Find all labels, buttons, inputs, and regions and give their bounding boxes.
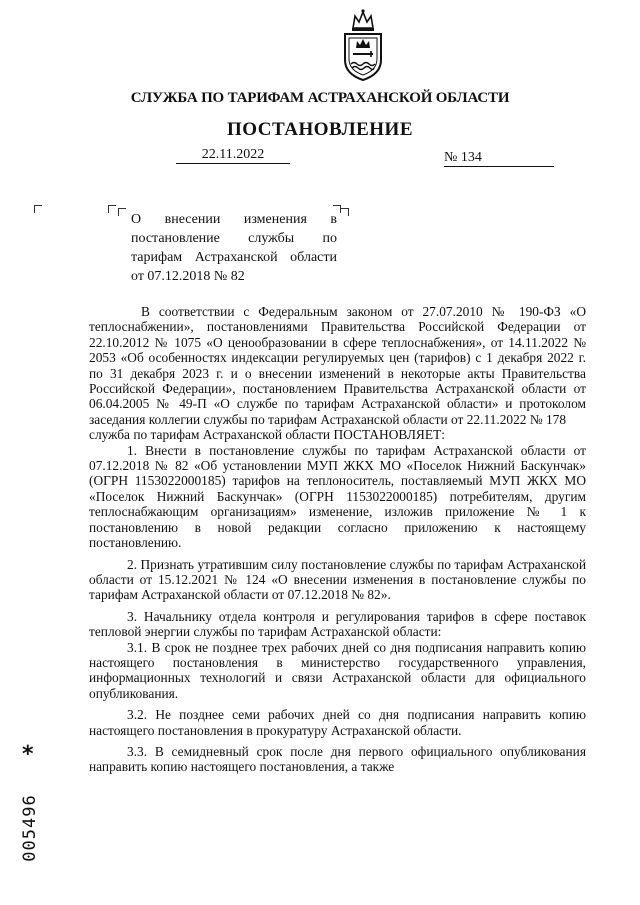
- clause-3-3: 3.3. В семидневный срок после дня первого официального опубликования направить копию настоящего постановления, а также: [89, 743, 586, 775]
- corner-mark: [118, 208, 126, 216]
- clause-2: 2. Признать утратившим силу постановление службы по тарифам Астраханской области от 15.12.2021 № 124 «О внесении изменения в постановление службы по тарифам Астраханской области от 07.12.2018 № 82».: [89, 556, 586, 603]
- margin-asterisk: *: [22, 742, 34, 767]
- subject-line: О внесении изменения в: [131, 212, 337, 227]
- document-type-title: ПОСТАНОВЛЕНИЕ: [226, 119, 414, 140]
- document-number: № 134: [444, 150, 554, 167]
- clause-1: 1. Внести в постановление службы по тарифам Астраханской области от 07.12.2018 № 82 «Об установлении МУП ЖКХ МО «Поселок Нижний Баскунчак» (ОГРН 1153022000185) тарифов на теплоноситель, поставляемый МУП ЖКХ МО «Поселок Нижний Баскунчак» (ОГРН 1153022000185) потребителям, другим теплоснабжающим организациям» изменение, изложив приложение № 1 к постановлению в новой редакции согласно приложению к настоящему постановлению.: [89, 442, 586, 551]
- decree-line: служба по тарифам Астраханской области ПОСТАНОВЛЯЕТ:: [89, 427, 445, 443]
- subject-line: от 07.12.2018 № 82: [131, 269, 245, 284]
- astrakhan-coat-of-arms-icon: [339, 8, 387, 84]
- preamble-paragraph: В соответствии с Федеральным законом от 27.07.2010 № 190-ФЗ «О теплоснабжении», постановлениями Правительства Российской Федерации от 22.10.2012 № 1075 «О ценообразовании в сфере теплоснабжения», от 14.11.2022 № 2053 «Об особенностях индексации регулируемых цен (тарифов) с 1 декабря 2022 г. по 31 декабря 2023 г. и о внесении изменений в некоторые акты Правительства Российской Федерации», постановлением Правительства Астраханской области от 06.04.2005 № 49-П «О службе по тарифам Астраханской области» и протоколом заседания коллегии службы по тарифам Астраханской области от 22.11.2022 № 178: [89, 304, 586, 427]
- document-subject: [131, 210, 337, 286]
- corner-mark: [341, 208, 349, 216]
- subject-line: тарифам Астраханской области: [131, 250, 337, 265]
- margin-stamp-number: 005496: [20, 794, 40, 862]
- clause-3-2: 3.2. Не позднее семи рабочих дней со дня подписания направить копию настоящего постановления в прокуратуру Астраханской области.: [89, 707, 586, 738]
- corner-mark: [108, 205, 116, 213]
- subject-line: постановление службы по: [131, 231, 337, 246]
- document-body: [89, 304, 586, 775]
- document-date: 22.11.2022: [176, 147, 290, 164]
- corner-mark: [34, 205, 42, 213]
- organization-title: СЛУЖБА ПО ТАРИФАМ АСТРАХАНСКОЙ ОБЛАСТИ: [130, 90, 510, 106]
- clause-3-1: 3.1. В срок не позднее трех рабочих дней со дня подписания направить копию настоящего постановления в министерство государственного управления, информационных технологий и связи Астраханской области для официального опубликования.: [89, 639, 586, 701]
- clause-3: 3. Начальнику отдела контроля и регулирования тарифов в сфере поставок тепловой энергии службы по тарифам Астраханской области:: [89, 608, 586, 640]
